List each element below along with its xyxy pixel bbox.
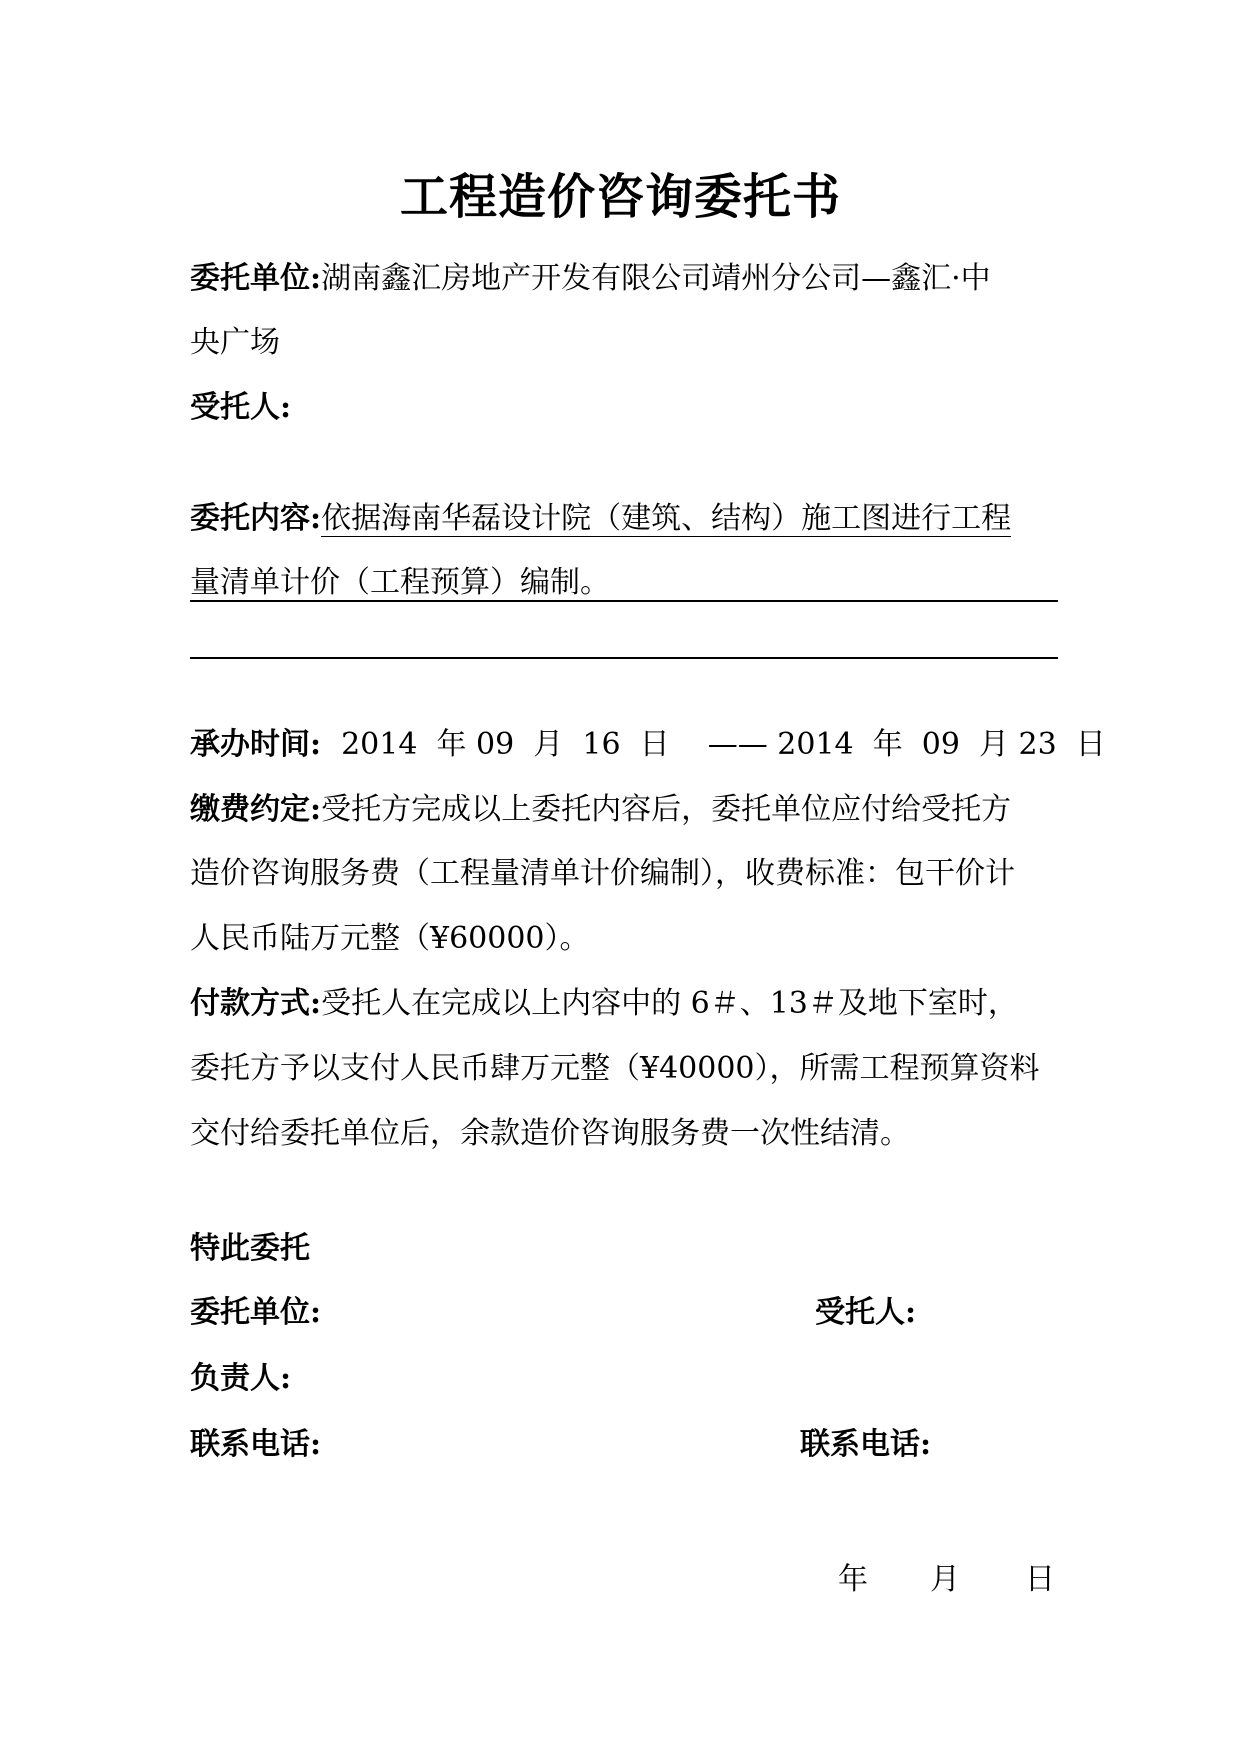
sign-client bbox=[190, 1296, 321, 1330]
date-day: 日 bbox=[1025, 1562, 1055, 1597]
content-value-1: 依据海南华磊设计院（建筑、结构）施工图进行工程 bbox=[321, 501, 1012, 536]
period-label: 承办时间: bbox=[190, 727, 322, 762]
content-line-2: 量清单计价（工程预算）编制。 bbox=[190, 565, 610, 600]
sign-responsible bbox=[190, 1362, 291, 1396]
payment-line-3: 交付给委托单位后，余款造价咨询服务费一次性结清。 bbox=[190, 1116, 910, 1151]
client-value-1: 湖南鑫汇房地产开发有限公司靖州分公司—鑫汇·中 bbox=[321, 261, 991, 296]
fee-line-1 bbox=[190, 793, 1011, 827]
fee-line-3: 人民币陆万元整（¥60000）。 bbox=[190, 921, 590, 956]
sign-phone-left-label: 联系电话: bbox=[190, 1427, 322, 1462]
content-underline-2 bbox=[190, 657, 1058, 659]
fee-value-1: 受托方完成以上委托内容后，委托单位应付给受托方 bbox=[321, 792, 1012, 827]
period-value: 2014 年 09 月 16 日 —— 2014 年 09 月 23 日 bbox=[341, 727, 1106, 762]
payment-value-1: 受托人在完成以上内容中的 6＃、13＃及地下室时， bbox=[321, 986, 1018, 1021]
content-line-1 bbox=[190, 502, 1011, 536]
payment-line-2: 委托方予以支付人民币肆万元整（¥40000），所需工程预算资料 bbox=[190, 1051, 1040, 1086]
sign-client-label: 委托单位: bbox=[190, 1295, 322, 1330]
sign-responsible-label: 负责人: bbox=[190, 1361, 292, 1396]
fee-line-2: 造价咨询服务费（工程量清单计价编制），收费标准：包干价计 bbox=[190, 856, 1015, 891]
closing-text bbox=[190, 1232, 310, 1266]
client-line-1 bbox=[190, 262, 991, 296]
client-label: 委托单位: bbox=[190, 261, 322, 296]
payment-line-1 bbox=[190, 987, 1018, 1021]
closing-label: 特此委托 bbox=[190, 1231, 310, 1266]
client-line-2: 央广场 bbox=[190, 325, 280, 360]
sign-phone-left bbox=[190, 1428, 321, 1462]
content-label: 委托内容: bbox=[190, 501, 322, 536]
sign-trustee-label: 受托人: bbox=[815, 1295, 917, 1330]
payment-label: 付款方式: bbox=[190, 986, 322, 1021]
sign-phone-right bbox=[800, 1428, 931, 1462]
date-month: 月 bbox=[930, 1562, 960, 1597]
date-year: 年 bbox=[838, 1562, 868, 1597]
period-line bbox=[190, 728, 1106, 762]
trustee-label: 受托人: bbox=[190, 390, 292, 425]
fee-label: 缴费约定: bbox=[190, 792, 322, 827]
sign-phone-right-label: 联系电话: bbox=[800, 1427, 932, 1462]
document-title: 工程造价咨询委托书 bbox=[399, 169, 841, 225]
sign-trustee bbox=[815, 1296, 916, 1330]
trustee-line bbox=[190, 391, 291, 425]
content-underline-1 bbox=[190, 600, 1058, 602]
